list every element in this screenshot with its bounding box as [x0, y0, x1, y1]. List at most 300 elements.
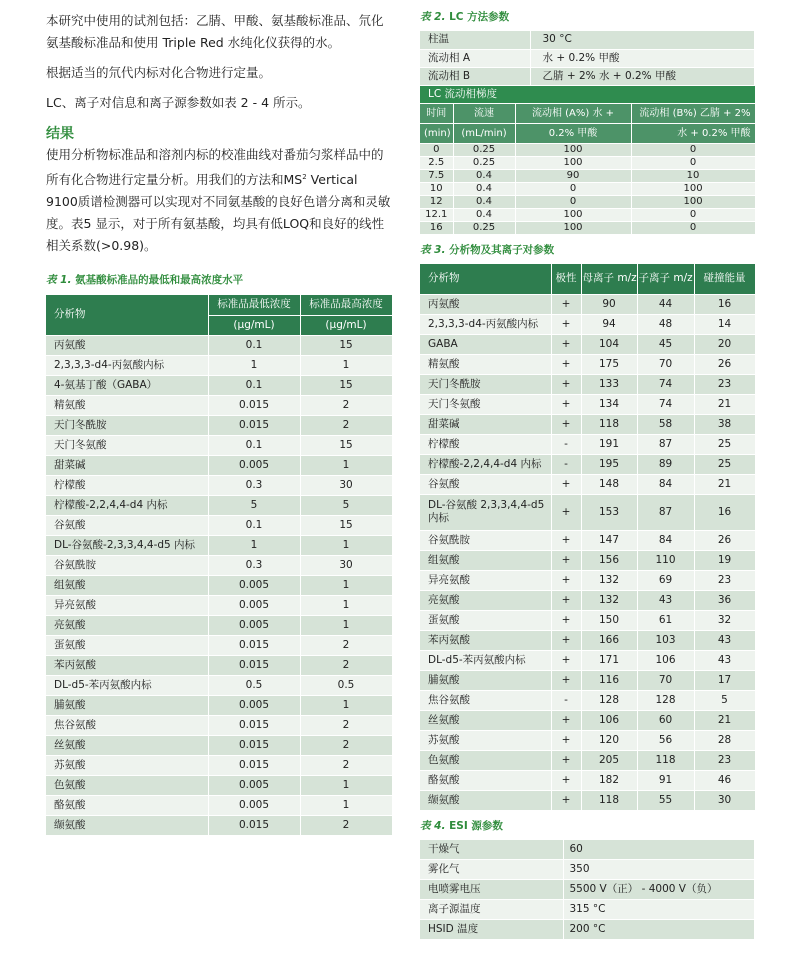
table3-cell: 205 [581, 750, 637, 770]
table1-cell-min: 0.005 [208, 595, 300, 615]
table3-cell: 87 [637, 494, 694, 530]
table1-cell-max: 2 [300, 815, 392, 835]
table3-caption-text: 分析物及其离子对参数 [445, 244, 555, 256]
table-row [420, 67, 755, 85]
table-row [420, 650, 755, 670]
table4-caption-number: 表 4. [420, 819, 446, 832]
table-row [46, 335, 392, 355]
lc-param-value: 30 °C [530, 31, 755, 49]
table1-cell-analyte: 柠檬酸-2,2,4,4-d4 内标 [46, 495, 208, 515]
table1-cell-analyte: 脯氨酸 [46, 695, 208, 715]
gradient-cell: 0.4 [453, 196, 515, 209]
table1-cell-max: 1 [300, 775, 392, 795]
table-row [420, 334, 755, 354]
table1-cell-max: 30 [300, 475, 392, 495]
table3-cell: 70 [637, 354, 694, 374]
table3-header: 分析物 [420, 264, 551, 294]
table-row [46, 735, 392, 755]
gradient-cell: 100 [515, 222, 631, 235]
gradient-cell: 100 [631, 183, 755, 196]
table-row [46, 655, 392, 675]
table3-cell: 60 [637, 710, 694, 730]
gradient-cell: 0 [515, 196, 631, 209]
table-row [420, 31, 755, 49]
table3-cell: 84 [637, 474, 694, 494]
table3-cell: 23 [694, 570, 755, 590]
table1-cell-min: 0.015 [208, 815, 300, 835]
table-row [46, 795, 392, 815]
table3-cell: 亮氨酸 [420, 590, 551, 610]
table3-cell: 55 [637, 790, 694, 810]
esi-param-value: 60 [563, 840, 755, 860]
table3-cell: 46 [694, 770, 755, 790]
table3-caption [420, 243, 755, 258]
lc-param-name: 流动相 B [420, 67, 530, 85]
gradient-cell: 2.5 [420, 157, 453, 170]
table-row [420, 170, 755, 183]
table1-cell-analyte: 组氨酸 [46, 575, 208, 595]
table3-cell: 74 [637, 394, 694, 414]
table3-cell: + [551, 334, 581, 354]
table-row [420, 710, 755, 730]
table3-cell: + [551, 630, 581, 650]
esi-param-name: 干燥气 [420, 840, 563, 860]
table-row [420, 157, 755, 170]
table3-cell: 84 [637, 530, 694, 550]
gradient-header: 流速 [453, 104, 515, 124]
table-row [46, 755, 392, 775]
table3-cell: 28 [694, 730, 755, 750]
table3-header: 子离子 m/z [637, 264, 694, 294]
table3-cell: 132 [581, 570, 637, 590]
table3-cell: 106 [637, 650, 694, 670]
table-row [420, 414, 755, 434]
table1-cell-analyte: 酪氨酸 [46, 795, 208, 815]
table3-cell: 缬氨酸 [420, 790, 551, 810]
table1-cell-analyte: 柠檬酸 [46, 475, 208, 495]
esi-param-value: 5500 V（正） - 4000 V（负） [563, 880, 755, 900]
table3-cell: 150 [581, 610, 637, 630]
table3-cell: 柠檬酸 [420, 434, 551, 454]
gradient-cell: 0 [420, 144, 453, 157]
table3-cell: 天门冬氨酸 [420, 394, 551, 414]
table-row [420, 670, 755, 690]
results-heading: 结果 [46, 126, 74, 142]
table3-cell: 116 [581, 670, 637, 690]
table1-cell-max: 2 [300, 755, 392, 775]
table3-cell: 酪氨酸 [420, 770, 551, 790]
table1-cell-analyte: 天门冬氨酸 [46, 435, 208, 455]
table1-cell-analyte: 精氨酸 [46, 395, 208, 415]
table1-cell-analyte: DL-d5-苯丙氨酸内标 [46, 675, 208, 695]
table3-cell: + [551, 750, 581, 770]
table-row [420, 49, 755, 67]
table-row [420, 144, 755, 157]
table2-gradient [420, 86, 756, 236]
esi-param-name: 离子源温度 [420, 900, 563, 920]
table3-cell: + [551, 314, 581, 334]
table3-cell: 17 [694, 670, 755, 690]
table1-cell-min: 1 [208, 535, 300, 555]
gradient-cell: 0.25 [453, 157, 515, 170]
table3-cell: 175 [581, 354, 637, 374]
table1-cell-max: 2 [300, 735, 392, 755]
table1-cell-min: 5 [208, 495, 300, 515]
table1-cell-analyte: 色氨酸 [46, 775, 208, 795]
table3-header: 极性 [551, 264, 581, 294]
gradient-header: (min) [420, 124, 453, 144]
table1-cell-analyte: 谷氨酰胺 [46, 555, 208, 575]
table1-cell-analyte: 2,3,3,3-d4-丙氨酸内标 [46, 355, 208, 375]
table1-cell-analyte: 甜菜碱 [46, 455, 208, 475]
gradient-cell: 16 [420, 222, 453, 235]
left-column [46, 10, 392, 836]
table3-cell: 182 [581, 770, 637, 790]
gradient-cell: 100 [515, 144, 631, 157]
table-row [46, 615, 392, 635]
gradient-cell: 100 [631, 196, 755, 209]
table3-cell: 43 [694, 630, 755, 650]
table1-cell-analyte: 异亮氨酸 [46, 595, 208, 615]
table-row [420, 920, 755, 940]
results-text-b: Vertical 9100质谱检测器可以实现对不同氨基酸的良好色谱分离和灵敏度。表5 显示，对于所有氨基酸，均具有低LOQ和良好的线性相关系数(>0.98)。 [46, 172, 391, 254]
table1-cell-max: 2 [300, 655, 392, 675]
table1-cell-min: 0.005 [208, 615, 300, 635]
table3-cell: 25 [694, 434, 755, 454]
table3-cell: 43 [637, 590, 694, 610]
table3-cell: 118 [581, 414, 637, 434]
table-row [46, 375, 392, 395]
table3-cell: 丝氨酸 [420, 710, 551, 730]
table3-cell: + [551, 374, 581, 394]
esi-param-value: 350 [563, 860, 755, 880]
gradient-cell: 10 [631, 170, 755, 183]
table4-caption-text: ESI 源参数 [445, 819, 503, 832]
table3-cell: 5 [694, 690, 755, 710]
table1-cell-analyte: 丙氨酸 [46, 335, 208, 355]
table1-cell-max: 1 [300, 595, 392, 615]
gradient-cell: 100 [515, 157, 631, 170]
table3-cell: 56 [637, 730, 694, 750]
table3-cell: 132 [581, 590, 637, 610]
table3-cell: 134 [581, 394, 637, 414]
table3-cell: 133 [581, 374, 637, 394]
table-row [46, 435, 392, 455]
table-row [46, 355, 392, 375]
right-column [420, 10, 755, 940]
table3-cell: 21 [694, 394, 755, 414]
table-row [420, 550, 755, 570]
table1-cell-max: 1 [300, 535, 392, 555]
table-row [46, 455, 392, 475]
table-row [420, 900, 755, 920]
table1-cell-max: 2 [300, 415, 392, 435]
table3-cell: 20 [694, 334, 755, 354]
gradient-cell: 0.4 [453, 170, 515, 183]
table1-cell-analyte: 亮氨酸 [46, 615, 208, 635]
table3-cell: 23 [694, 374, 755, 394]
table-row [420, 394, 755, 414]
table3-cell: 70 [637, 670, 694, 690]
table1-cell-min: 0.005 [208, 695, 300, 715]
table1-cell-max: 5 [300, 495, 392, 515]
lc-param-value: 乙腈 + 2% 水 + 0.2% 甲酸 [530, 67, 755, 85]
table1-cell-min: 0.1 [208, 435, 300, 455]
table1-cell-min: 0.1 [208, 515, 300, 535]
table3-cell: 谷氨酸 [420, 474, 551, 494]
table3-cell: 44 [637, 294, 694, 314]
table3-cell: 128 [581, 690, 637, 710]
table3-cell: DL-d5-苯丙氨酸内标 [420, 650, 551, 670]
table1-caption-text: 氨基酸标准品的最低和最高浓度水平 [71, 274, 244, 287]
table-row [420, 454, 755, 474]
table3-cell: 94 [581, 314, 637, 334]
table1-caption-number: 表 1. [46, 274, 72, 287]
table-row [420, 860, 755, 880]
table3-cell: 43 [694, 650, 755, 670]
table3-cell: + [551, 394, 581, 414]
table1-cell-analyte: DL-谷氨酸-2,3,3,4,4-d5 内标 [46, 535, 208, 555]
table1-cell-analyte: 谷氨酸 [46, 515, 208, 535]
table3-cell: 195 [581, 454, 637, 474]
table1-cell-min: 0.1 [208, 375, 300, 395]
table3-cell: 蛋氨酸 [420, 610, 551, 630]
table-row [46, 575, 392, 595]
table3-ion-pairs [420, 264, 756, 811]
table1-cell-analyte: 缬氨酸 [46, 815, 208, 835]
table3-cell: 48 [637, 314, 694, 334]
table3-cell: 110 [637, 550, 694, 570]
table3-cell: 丙氨酸 [420, 294, 551, 314]
table1-cell-min: 0.015 [208, 755, 300, 775]
gradient-header: 0.2% 甲酸 [515, 124, 631, 144]
table1-cell-analyte: 天门冬酰胺 [46, 415, 208, 435]
table-row [420, 209, 755, 222]
table1-header-min: 标准品最低浓度 [208, 295, 300, 315]
results-superscript: 2 [302, 173, 307, 181]
table1-cell-min: 0.005 [208, 775, 300, 795]
table-row [420, 690, 755, 710]
table1-header-analyte: 分析物 [46, 295, 208, 335]
table1-cell-max: 1 [300, 695, 392, 715]
table1-cell-min: 0.015 [208, 415, 300, 435]
table-row [46, 535, 392, 555]
table3-cell: 色氨酸 [420, 750, 551, 770]
table3-cell: 21 [694, 474, 755, 494]
table3-cell: 153 [581, 494, 637, 530]
gradient-cell: 0.25 [453, 144, 515, 157]
table-row [46, 595, 392, 615]
table3-cell: 天门冬酰胺 [420, 374, 551, 394]
table-row [46, 495, 392, 515]
table-row [420, 590, 755, 610]
table1-cell-max: 1 [300, 615, 392, 635]
table-row [420, 294, 755, 314]
gradient-cell: 12.1 [420, 209, 453, 222]
table1-cell-max: 15 [300, 335, 392, 355]
gradient-header: 时间 [420, 104, 453, 124]
table1-cell-max: 30 [300, 555, 392, 575]
gradient-cell: 0.4 [453, 209, 515, 222]
table-row [46, 715, 392, 735]
gradient-header: 流动相 (A%) 水 + [515, 104, 631, 124]
table-row [46, 775, 392, 795]
table2-caption-text: LC 方法参数 [445, 11, 510, 23]
gradient-cell: 0.4 [453, 183, 515, 196]
table3-cell: + [551, 790, 581, 810]
table3-cell: 36 [694, 590, 755, 610]
lc-param-value: 水 + 0.2% 甲酸 [530, 49, 755, 67]
table-row [420, 610, 755, 630]
table1-header-min-unit: (µg/mL) [208, 315, 300, 335]
table1-cell-max: 1 [300, 455, 392, 475]
table3-cell: 30 [694, 790, 755, 810]
table3-cell: 异亮氨酸 [420, 570, 551, 590]
table1-cell-min: 0.3 [208, 555, 300, 575]
table3-cell: 87 [637, 434, 694, 454]
table1-cell-analyte: 苏氨酸 [46, 755, 208, 775]
table3-cell: + [551, 770, 581, 790]
table3-cell: + [551, 650, 581, 670]
gradient-cell: 0 [631, 144, 755, 157]
table3-cell: 32 [694, 610, 755, 630]
table1-cell-min: 0.5 [208, 675, 300, 695]
table1-cell-max: 1 [300, 795, 392, 815]
gradient-header: 水 + 0.2% 甲酸 [631, 124, 755, 144]
table-row [46, 395, 392, 415]
gradient-cell: 0 [631, 209, 755, 222]
table3-cell: 38 [694, 414, 755, 434]
table3-cell: 16 [694, 294, 755, 314]
gradient-cell: 0.25 [453, 222, 515, 235]
table3-cell: 焦谷氨酸 [420, 690, 551, 710]
table3-cell: 103 [637, 630, 694, 650]
table3-cell: 谷氨酰胺 [420, 530, 551, 550]
table-row [420, 183, 755, 196]
table1-caption [46, 273, 392, 288]
table3-cell: 90 [581, 294, 637, 314]
gradient-title: LC 流动相梯度 [420, 86, 755, 104]
table1-cell-max: 15 [300, 515, 392, 535]
table1-cell-min: 0.015 [208, 715, 300, 735]
table3-cell: DL-谷氨酸 2,3,3,4,4-d5 内标 [420, 494, 551, 530]
table-row [420, 840, 755, 860]
table3-cell: + [551, 494, 581, 530]
intro-paragraph-2: 根据适当的氘代内标对化合物进行定量。 [46, 65, 272, 80]
table1-cell-min: 0.005 [208, 575, 300, 595]
table3-cell: 147 [581, 530, 637, 550]
table3-cell: 21 [694, 710, 755, 730]
table3-cell: 26 [694, 530, 755, 550]
table3-cell: 19 [694, 550, 755, 570]
table-row [420, 570, 755, 590]
table-row [420, 494, 755, 530]
table3-cell: 2,3,3,3-d4-丙氨酸内标 [420, 314, 551, 334]
esi-param-name: 电喷雾电压 [420, 880, 563, 900]
table-row [420, 374, 755, 394]
table3-cell: 156 [581, 550, 637, 570]
table3-cell: 148 [581, 474, 637, 494]
table3-cell: 61 [637, 610, 694, 630]
gradient-cell: 0 [515, 183, 631, 196]
table3-cell: + [551, 414, 581, 434]
table1-cell-max: 15 [300, 375, 392, 395]
table3-cell: GABA [420, 334, 551, 354]
table3-cell: - [551, 690, 581, 710]
table-row [420, 730, 755, 750]
table1-cell-analyte: 苯丙氨酸 [46, 655, 208, 675]
table-row [420, 434, 755, 454]
table1-cell-max: 1 [300, 575, 392, 595]
table1-header-max: 标准品最高浓度 [300, 295, 392, 315]
table-row [420, 196, 755, 209]
table-row [420, 530, 755, 550]
table3-cell: - [551, 434, 581, 454]
table3-cell: 58 [637, 414, 694, 434]
table3-cell: + [551, 670, 581, 690]
table1-cell-analyte: 蛋氨酸 [46, 635, 208, 655]
table3-cell: + [551, 474, 581, 494]
table1-cell-analyte: 丝氨酸 [46, 735, 208, 755]
lc-param-name: 柱温 [420, 31, 530, 49]
table3-cell: 23 [694, 750, 755, 770]
table1-concentration-levels [46, 295, 393, 836]
table3-cell: 171 [581, 650, 637, 670]
table3-caption-number: 表 3. [420, 244, 446, 256]
gradient-cell: 7.5 [420, 170, 453, 183]
table3-cell: + [551, 710, 581, 730]
table3-cell: 128 [637, 690, 694, 710]
table-row [420, 880, 755, 900]
gradient-header: (mL/min) [453, 124, 515, 144]
table1-header-max-unit: (µg/mL) [300, 315, 392, 335]
table1-cell-max: 15 [300, 435, 392, 455]
table-row [420, 630, 755, 650]
results-text-a: 使用分析物标准品和溶剂内标的校准曲线对番茄匀浆样品中的所有化合物进行定量分析。用我们的方法和MS [46, 147, 384, 188]
table3-cell: 118 [581, 790, 637, 810]
table3-cell: 191 [581, 434, 637, 454]
table1-cell-analyte: 焦谷氨酸 [46, 715, 208, 735]
table3-cell: 74 [637, 374, 694, 394]
gradient-cell: 10 [420, 183, 453, 196]
table3-cell: 苏氨酸 [420, 730, 551, 750]
table3-cell: 166 [581, 630, 637, 650]
table1-cell-analyte: 4-氨基丁酸（GABA） [46, 375, 208, 395]
table1-cell-max: 2 [300, 715, 392, 735]
table-row [46, 815, 392, 835]
table3-cell: 脯氨酸 [420, 670, 551, 690]
table-row [46, 555, 392, 575]
table2-caption [420, 10, 755, 25]
table4-esi-params [420, 840, 755, 941]
table-row [420, 790, 755, 810]
table3-cell: 25 [694, 454, 755, 474]
table3-header: 母离子 m/z [581, 264, 637, 294]
table-row [420, 222, 755, 235]
table1-cell-max: 0.5 [300, 675, 392, 695]
table1-cell-min: 1 [208, 355, 300, 375]
table3-cell: 精氨酸 [420, 354, 551, 374]
table-row [46, 695, 392, 715]
table3-cell: + [551, 530, 581, 550]
table-row [46, 675, 392, 695]
table3-cell: + [551, 294, 581, 314]
table3-cell: 14 [694, 314, 755, 334]
table1-cell-max: 2 [300, 395, 392, 415]
table-row [46, 515, 392, 535]
table3-cell: 柠檬酸-2,2,4,4-d4 内标 [420, 454, 551, 474]
table1-cell-min: 0.005 [208, 455, 300, 475]
